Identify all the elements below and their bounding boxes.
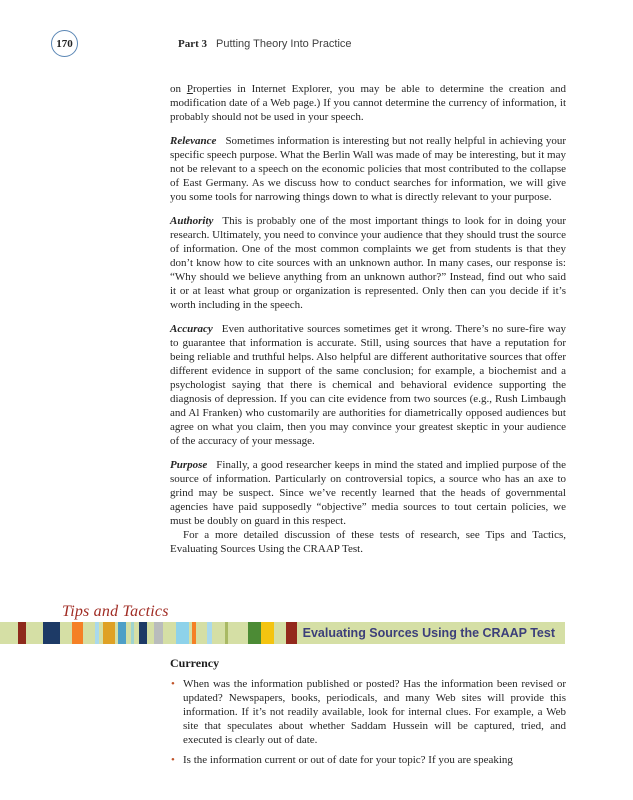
banner-stripe bbox=[103, 622, 115, 644]
paragraph-relevance bbox=[170, 134, 566, 204]
continuation-underlined-letter: P bbox=[186, 83, 193, 95]
part-label: Part 3 bbox=[178, 38, 208, 50]
paragraph-purpose bbox=[170, 458, 566, 528]
banner-stripe bbox=[139, 622, 147, 644]
banner-stripe bbox=[118, 622, 126, 644]
paragraph-accuracy bbox=[170, 322, 566, 448]
banner-stripe bbox=[18, 622, 26, 644]
authority-text: This is probably one of the most important things to look for in doing your research. Ultimately, you need to convince your audience that they should trust the source of information. One of the most common complaints we get from students is that they don’t know how to cite sources with an unknown author. In many cases, our response is: “Why should we believe anything from an unknown author?” Instead, find out who said it or at least what group or organization is represented. Only then can you decide if it’s worth including in the speech. bbox=[170, 215, 566, 311]
relevance-text: Sometimes information is interesting but not really helpful in achieving your specific speech purpose. What the Berlin Wall was made of may be interesting, but it may not be relevant to a speech on the economic policies that most contributed to the collapse of East Germany. As we discuss how to conduct searches for information, we will give you some tools for narrowing things down to what is directly relevant to your purpose. bbox=[170, 135, 566, 203]
part-title: Putting Theory Into Practice bbox=[216, 38, 352, 50]
banner-stripe bbox=[261, 622, 274, 644]
continuation-pre: on bbox=[170, 83, 187, 95]
purpose-text: Finally, a good researcher keeps in mind the stated and implied purpose of the source of information. Particularly on controversial topics, a source who has an axe to grind may be suspect. Since we’ve recently learned that the heads of governmental agencies have paid supposedly “objective” media sources to tout certain policies, we must be doubly on guard in this respect. bbox=[170, 459, 566, 527]
bullet-text: Is the information current or out of date for your topic? If you are speaking bbox=[183, 754, 513, 766]
banner-stripe bbox=[225, 622, 228, 644]
accuracy-text: Even authoritative sources sometimes get it wrong. There’s no sure-fire way to guarantee that information is accurate. Still, using sources that have a reputation for being reliable and truthful helps. Also helpful are different authoritative sources that offer different evidence in support of the same conclusion; for example, a biochemist and a psychologist saying that there is chemical and behavioral evidence supporting the diagnosis of depression. If you can cite evidence from two sources (e.g., Rush Limbaugh and Al Franken) who customarily are authorities for diametrically opposed audiences but agree on what you claim, then you may convince your greatest skeptic in your audience of the accuracy of your message. bbox=[170, 323, 566, 447]
craap-banner-title: Evaluating Sources Using the CRAAP Test bbox=[302, 626, 555, 640]
banner-stripe bbox=[95, 622, 99, 644]
list-item bbox=[170, 677, 566, 747]
running-header bbox=[178, 38, 352, 50]
banner-stripe bbox=[131, 622, 134, 644]
authority-heading: Authority bbox=[170, 215, 214, 227]
bullet-icon: • bbox=[171, 754, 175, 766]
craap-currency-section bbox=[170, 656, 566, 773]
bullet-text: When was the information published or posted? Has the information been revised or updated? Newspapers, books, periodicals, and many Web sites will provide this information. If it’s not readily available, look for internal clues. For example, a Web site that speculates about whether Saddam Hussein will be captured, tried, and executed is clearly out of date. bbox=[183, 678, 566, 746]
banner-stripe bbox=[72, 622, 83, 644]
banner-stripe bbox=[176, 622, 189, 644]
currency-heading: Currency bbox=[170, 656, 220, 670]
list-item bbox=[170, 753, 566, 767]
relevance-heading: Relevance bbox=[170, 135, 217, 147]
page-number: 170 bbox=[56, 37, 73, 50]
continuation-rest: roperties in Internet Explorer, you may be able to determine the creation and modification date of a Web page.) If you cannot determine the currency of information, it probably should not be used in your speech. bbox=[170, 83, 566, 123]
banner-stripe bbox=[154, 622, 163, 644]
body-text-column bbox=[170, 82, 566, 556]
currency-bullet-list bbox=[170, 677, 566, 767]
banner-stripe bbox=[248, 622, 261, 644]
bullet-icon: • bbox=[171, 678, 175, 690]
craap-banner-band bbox=[0, 622, 565, 644]
banner-stripe bbox=[43, 622, 60, 644]
purpose-heading: Purpose bbox=[170, 459, 208, 471]
banner-stripe bbox=[207, 622, 212, 644]
banner-stripe bbox=[192, 622, 196, 644]
accuracy-heading: Accuracy bbox=[170, 323, 213, 335]
tips-and-tactics-label: Tips and Tactics bbox=[62, 603, 169, 620]
page-number-badge bbox=[51, 30, 78, 57]
paragraph-authority bbox=[170, 214, 566, 312]
banner-stripe bbox=[286, 622, 297, 644]
paragraph-continuation bbox=[170, 82, 566, 124]
paragraph-follow-up: For a more detailed discussion of these tests of research, see Tips and Tactics, Evaluating Sources Using the CRAAP Test. bbox=[170, 529, 566, 555]
